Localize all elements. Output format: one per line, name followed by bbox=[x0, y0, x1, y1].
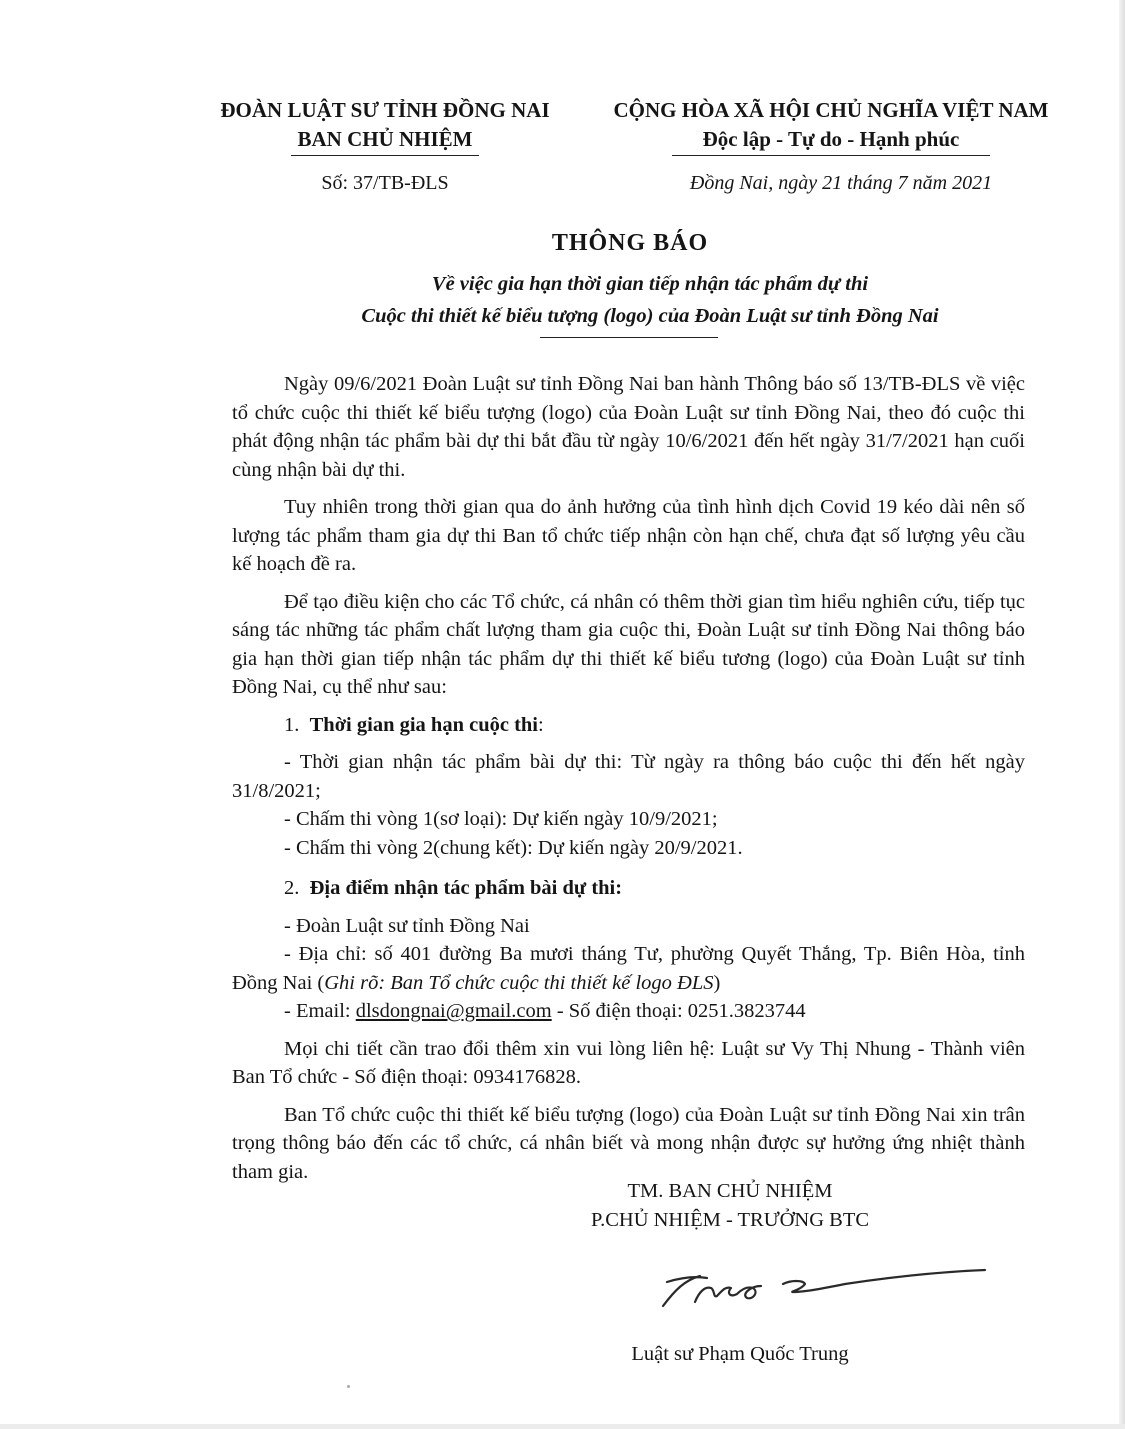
document-number: Số: 37/TB-ĐLS bbox=[321, 172, 449, 194]
section-2-number: 2. bbox=[284, 877, 300, 899]
section-2-heading bbox=[232, 874, 1025, 903]
section-1-colon: : bbox=[538, 713, 544, 736]
section-2-title: Địa điểm nhận tác phẩm bài dự thi: bbox=[309, 877, 623, 899]
section-1-item-2: - Chấm thi vòng 1(sơ loại): Dự kiến ngày 10/9/2021; bbox=[284, 808, 718, 830]
org-board: BAN CHỦ NHIỆM bbox=[297, 127, 473, 151]
scan-speck bbox=[347, 1385, 350, 1388]
section-1-number: 1. bbox=[284, 713, 300, 736]
document-body bbox=[232, 370, 1025, 1195]
paragraph-4: Mọi chi tiết cần trao đổi thêm xin vui lòng liên hệ: Luật sư Vy Thị Nhung - Thành viên Ban Tổ chức - Số điện thoại: 0934176828. bbox=[232, 1037, 1025, 1088]
subtitle-line-1: Về việc gia hạn thời gian tiếp nhận tác phẩm dự thi bbox=[431, 273, 869, 295]
page-edge-shadow bbox=[1119, 0, 1125, 1429]
section-2-item-1: - Đoàn Luật sư tỉnh Đồng Nai bbox=[284, 914, 530, 937]
signature-block bbox=[540, 1177, 920, 1235]
address-note: Ghi rõ: Ban Tổ chức cuộc thi thiết kế logo ĐLS bbox=[324, 971, 714, 994]
document-title: THÔNG BÁO bbox=[551, 230, 709, 256]
email-label: - Email: bbox=[284, 1000, 356, 1022]
paragraph-3: Để tạo điều kiện cho các Tổ chức, cá nhân có thêm thời gian tìm hiểu nghiên cứu, tiếp tục sáng tác những tác phẩm chất lượng tham gia cuộc thi, Đoàn Luật sư tỉnh Đồng Nai thông báo gia hạn thời gian tiếp nhận tác phẩm dự thi thiết kế biểu tương (logo) của Đoàn Luật sư tỉnh Đồng Nai, cụ thể như sau: bbox=[232, 590, 1025, 698]
issuing-organization bbox=[200, 96, 570, 156]
place-date: Đồng Nai, ngày 21 tháng 7 năm 2021 bbox=[689, 172, 993, 194]
paragraph-2: Tuy nhiên trong thời gian qua do ảnh hưởng của tình hình dịch Covid 19 kéo dài nên số lượng tác phẩm tham gia dự thi Ban tổ chức tiếp nhận còn hạn chế, chưa đạt số lượng yêu cầu kế hoạch đề ra. bbox=[232, 496, 1025, 575]
section-2-item-2 bbox=[232, 940, 1025, 997]
address-close: ) bbox=[713, 971, 721, 994]
section-1-item-3: - Chấm thi vòng 2(chung kết): Dự kiến ngày 20/9/2021. bbox=[284, 836, 743, 859]
subtitle-line-2: Cuộc thi thiết kế biểu tượng (logo) của Đoàn Luật sư tỉnh Đồng Nai bbox=[361, 305, 939, 327]
national-header bbox=[590, 96, 1072, 156]
page-edge-bottom bbox=[0, 1424, 1125, 1429]
paragraph-1: Ngày 09/6/2021 Đoàn Luật sư tỉnh Đồng Nai ban hành Thông báo số 13/TB-ĐLS về việc tổ chức cuộc thi thiết kế biểu tượng (logo) của Đoàn Luật sư tỉnh Đồng Nai, theo đó cuộc thi phát động nhận tác phẩm bài dự thi bắt đầu từ ngày 10/6/2021 đến hết ngày 31/7/2021 hạn cuối cùng nhận bài dự thi. bbox=[232, 373, 1025, 481]
phone-text: - Số điện thoại: 0251.3823744 bbox=[551, 1000, 806, 1022]
org-name: ĐOÀN LUẬT SƯ TỈNH ĐỒNG NAI bbox=[220, 98, 550, 122]
section-1-title: Thời gian gia hạn cuộc thi bbox=[309, 713, 538, 736]
nation-name: CỘNG HÒA XÃ HỘI CHỦ NGHĨA VIỆT NAM bbox=[613, 98, 1049, 122]
signer-name: Luật sư Phạm Quốc Trung bbox=[631, 1343, 849, 1365]
section-1-item-1: - Thời gian nhận tác phẩm bài dự thi: Từ ngày ra thông báo cuộc thi đến hết ngày 31/8/2021; bbox=[232, 751, 1025, 802]
handwritten-signature bbox=[655, 1262, 990, 1312]
paragraph-5: Ban Tổ chức cuộc thi thiết kế biểu tượng (logo) của Đoàn Luật sư tỉnh Đồng Nai xin trân trọng thông báo đến các tổ chức, cá nhân biết và mong nhận được sự hưởng ứng nhiệt thành tham gia. bbox=[232, 1103, 1025, 1183]
signature-title-1: TM. BAN CHỦ NHIỆM bbox=[627, 1180, 833, 1202]
title-divider bbox=[540, 337, 718, 338]
signature-title-2: P.CHỦ NHIỆM - TRƯỞNG BTC bbox=[590, 1209, 870, 1231]
nation-motto: Độc lập - Tự do - Hạnh phúc bbox=[702, 127, 960, 151]
motto-underline bbox=[672, 155, 990, 156]
section-1-heading bbox=[232, 711, 1025, 740]
document-subtitle bbox=[0, 268, 1125, 332]
section-2-item-3 bbox=[232, 997, 1025, 1026]
org-underline bbox=[291, 155, 479, 156]
address-text: - Địa chỉ: số 401 đường Ba mươi tháng Tư, phường Quyết Thắng, Tp. Biên Hòa, tỉnh Đồng Nai ( bbox=[232, 943, 1025, 994]
email-link[interactable]: dlsdongnai@gmail.com bbox=[355, 1000, 552, 1022]
